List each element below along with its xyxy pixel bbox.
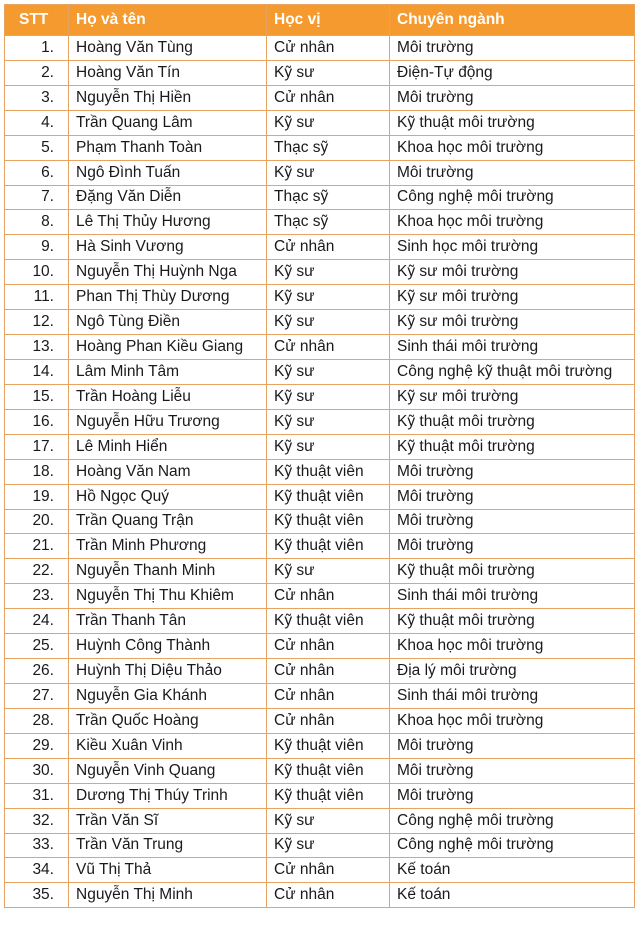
cell-specialization: Môi trường [390, 758, 635, 783]
table-row [5, 733, 635, 758]
cell-specialization: Môi trường [390, 733, 635, 758]
cell-specialization: Kỹ sư môi trường [390, 285, 635, 310]
cell-full-name: Vũ Thị Thả [69, 858, 267, 883]
cell-degree: Kỹ thuật viên [267, 758, 390, 783]
cell-specialization: Kỹ thuật môi trường [390, 409, 635, 434]
cell-stt: 19. [5, 484, 69, 509]
cell-stt: 33. [5, 833, 69, 858]
cell-degree: Kỹ thuật viên [267, 459, 390, 484]
cell-stt: 7. [5, 185, 69, 210]
cell-degree: Cử nhân [267, 683, 390, 708]
cell-specialization: Kỹ thuật môi trường [390, 110, 635, 135]
cell-full-name: Nguyễn Thị Hiền [69, 85, 267, 110]
cell-degree: Kỹ sư [267, 559, 390, 584]
cell-degree: Kỹ sư [267, 160, 390, 185]
staff-table [4, 4, 635, 908]
cell-specialization: Khoa học môi trường [390, 634, 635, 659]
cell-stt: 23. [5, 584, 69, 609]
cell-full-name: Phạm Thanh Toàn [69, 135, 267, 160]
cell-degree: Kỹ sư [267, 833, 390, 858]
cell-degree: Cử nhân [267, 584, 390, 609]
cell-stt: 31. [5, 783, 69, 808]
cell-full-name: Huỳnh Công Thành [69, 634, 267, 659]
table-row [5, 36, 635, 61]
cell-full-name: Trần Minh Phương [69, 534, 267, 559]
cell-degree: Thạc sỹ [267, 210, 390, 235]
cell-full-name: Nguyễn Hữu Trương [69, 409, 267, 434]
table-row [5, 335, 635, 360]
cell-specialization: Khoa học môi trường [390, 135, 635, 160]
cell-degree: Cử nhân [267, 36, 390, 61]
cell-degree: Kỹ thuật viên [267, 534, 390, 559]
table-row [5, 484, 635, 509]
cell-full-name: Hoàng Văn Nam [69, 459, 267, 484]
cell-degree: Kỹ thuật viên [267, 609, 390, 634]
cell-full-name: Lê Minh Hiển [69, 434, 267, 459]
cell-specialization: Địa lý môi trường [390, 659, 635, 684]
table-row [5, 708, 635, 733]
cell-degree: Kỹ sư [267, 808, 390, 833]
cell-stt: 25. [5, 634, 69, 659]
cell-stt: 28. [5, 708, 69, 733]
table-row [5, 434, 635, 459]
cell-stt: 14. [5, 359, 69, 384]
cell-degree: Kỹ sư [267, 285, 390, 310]
cell-degree: Cử nhân [267, 659, 390, 684]
table-row [5, 384, 635, 409]
cell-degree: Cử nhân [267, 708, 390, 733]
cell-full-name: Đặng Văn Diễn [69, 185, 267, 210]
table-row [5, 185, 635, 210]
table-row [5, 584, 635, 609]
cell-full-name: Dương Thị Thúy Trinh [69, 783, 267, 808]
cell-stt: 3. [5, 85, 69, 110]
cell-stt: 30. [5, 758, 69, 783]
cell-stt: 1. [5, 36, 69, 61]
cell-stt: 16. [5, 409, 69, 434]
table-row [5, 858, 635, 883]
cell-stt: 17. [5, 434, 69, 459]
cell-full-name: Lê Thị Thủy Hương [69, 210, 267, 235]
table-row [5, 659, 635, 684]
cell-stt: 18. [5, 459, 69, 484]
table-row [5, 683, 635, 708]
cell-degree: Cử nhân [267, 858, 390, 883]
cell-full-name: Hoàng Phan Kiều Giang [69, 335, 267, 360]
cell-specialization: Công nghệ môi trường [390, 808, 635, 833]
cell-specialization: Kế toán [390, 883, 635, 908]
cell-degree: Kỹ sư [267, 384, 390, 409]
cell-degree: Kỹ thuật viên [267, 733, 390, 758]
cell-degree: Cử nhân [267, 883, 390, 908]
cell-stt: 34. [5, 858, 69, 883]
cell-full-name: Hoàng Văn Tùng [69, 36, 267, 61]
cell-stt: 26. [5, 659, 69, 684]
cell-full-name: Kiều Xuân Vinh [69, 733, 267, 758]
cell-specialization: Môi trường [390, 783, 635, 808]
cell-stt: 13. [5, 335, 69, 360]
cell-full-name: Nguyễn Gia Khánh [69, 683, 267, 708]
cell-specialization: Kỹ thuật môi trường [390, 434, 635, 459]
cell-full-name: Trần Văn Trung [69, 833, 267, 858]
cell-stt: 15. [5, 384, 69, 409]
cell-degree: Thạc sỹ [267, 135, 390, 160]
cell-specialization: Kỹ thuật môi trường [390, 609, 635, 634]
table-row [5, 758, 635, 783]
table-row [5, 409, 635, 434]
cell-full-name: Nguyễn Thị Thu Khiêm [69, 584, 267, 609]
cell-specialization: Sinh thái môi trường [390, 335, 635, 360]
cell-specialization: Công nghệ môi trường [390, 833, 635, 858]
cell-full-name: Ngô Đình Tuấn [69, 160, 267, 185]
cell-degree: Cử nhân [267, 235, 390, 260]
cell-degree: Kỹ sư [267, 60, 390, 85]
cell-full-name: Hồ Ngọc Quý [69, 484, 267, 509]
table-row [5, 534, 635, 559]
cell-stt: 22. [5, 559, 69, 584]
cell-stt: 35. [5, 883, 69, 908]
cell-stt: 32. [5, 808, 69, 833]
cell-specialization: Điện-Tự động [390, 60, 635, 85]
cell-degree: Kỹ sư [267, 359, 390, 384]
cell-full-name: Nguyễn Thanh Minh [69, 559, 267, 584]
cell-specialization: Sinh học môi trường [390, 235, 635, 260]
cell-specialization: Kế toán [390, 858, 635, 883]
cell-specialization: Kỹ sư môi trường [390, 310, 635, 335]
cell-full-name: Trần Quốc Hoàng [69, 708, 267, 733]
cell-stt: 5. [5, 135, 69, 160]
table-row [5, 210, 635, 235]
table-row [5, 235, 635, 260]
cell-specialization: Khoa học môi trường [390, 210, 635, 235]
cell-specialization: Công nghệ môi trường [390, 185, 635, 210]
cell-degree: Kỹ sư [267, 260, 390, 285]
cell-specialization: Sinh thái môi trường [390, 683, 635, 708]
header-row [5, 5, 635, 36]
cell-degree: Thạc sỹ [267, 185, 390, 210]
table-row [5, 459, 635, 484]
cell-degree: Kỹ sư [267, 110, 390, 135]
table-row [5, 559, 635, 584]
cell-stt: 2. [5, 60, 69, 85]
header-degree: Học vị [267, 5, 390, 36]
table-row [5, 808, 635, 833]
table-row [5, 833, 635, 858]
cell-full-name: Nguyễn Thị Huỳnh Nga [69, 260, 267, 285]
cell-full-name: Huỳnh Thị Diệu Thảo [69, 659, 267, 684]
table-row [5, 260, 635, 285]
cell-specialization: Công nghệ kỹ thuật môi trường [390, 359, 635, 384]
cell-stt: 27. [5, 683, 69, 708]
cell-specialization: Kỹ thuật môi trường [390, 559, 635, 584]
cell-stt: 8. [5, 210, 69, 235]
cell-full-name: Phan Thị Thùy Dương [69, 285, 267, 310]
cell-degree: Kỹ sư [267, 310, 390, 335]
table-row [5, 160, 635, 185]
table-row [5, 85, 635, 110]
table-row [5, 60, 635, 85]
cell-degree: Kỹ thuật viên [267, 783, 390, 808]
cell-stt: 11. [5, 285, 69, 310]
cell-full-name: Trần Thanh Tân [69, 609, 267, 634]
table-row [5, 509, 635, 534]
cell-full-name: Lâm Minh Tâm [69, 359, 267, 384]
cell-specialization: Môi trường [390, 534, 635, 559]
cell-full-name: Ngô Tùng Điền [69, 310, 267, 335]
cell-full-name: Trần Hoàng Liễu [69, 384, 267, 409]
cell-full-name: Trần Quang Trận [69, 509, 267, 534]
cell-stt: 6. [5, 160, 69, 185]
table-row [5, 359, 635, 384]
table-row [5, 135, 635, 160]
cell-degree: Kỹ thuật viên [267, 484, 390, 509]
cell-full-name: Trần Văn Sĩ [69, 808, 267, 833]
cell-full-name: Nguyễn Thị Minh [69, 883, 267, 908]
cell-stt: 24. [5, 609, 69, 634]
cell-specialization: Môi trường [390, 509, 635, 534]
cell-stt: 10. [5, 260, 69, 285]
cell-degree: Cử nhân [267, 335, 390, 360]
cell-stt: 9. [5, 235, 69, 260]
table-row [5, 634, 635, 659]
cell-full-name: Nguyễn Vinh Quang [69, 758, 267, 783]
cell-specialization: Khoa học môi trường [390, 708, 635, 733]
table-row [5, 310, 635, 335]
header-specialization: Chuyên ngành [390, 5, 635, 36]
cell-degree: Kỹ sư [267, 409, 390, 434]
table-row [5, 285, 635, 310]
table-row [5, 609, 635, 634]
cell-specialization: Kỹ sư môi trường [390, 260, 635, 285]
table-header [5, 5, 635, 36]
cell-full-name: Hà Sinh Vương [69, 235, 267, 260]
cell-stt: 21. [5, 534, 69, 559]
header-stt: STT [5, 5, 69, 36]
table-row [5, 110, 635, 135]
cell-degree: Cử nhân [267, 85, 390, 110]
cell-full-name: Trần Quang Lâm [69, 110, 267, 135]
cell-specialization: Sinh thái môi trường [390, 584, 635, 609]
cell-specialization: Môi trường [390, 484, 635, 509]
table-row [5, 883, 635, 908]
cell-degree: Cử nhân [267, 634, 390, 659]
cell-stt: 4. [5, 110, 69, 135]
cell-specialization: Môi trường [390, 459, 635, 484]
cell-stt: 20. [5, 509, 69, 534]
cell-stt: 29. [5, 733, 69, 758]
cell-degree: Kỹ sư [267, 434, 390, 459]
cell-full-name: Hoàng Văn Tín [69, 60, 267, 85]
table-row [5, 783, 635, 808]
cell-specialization: Môi trường [390, 36, 635, 61]
cell-stt: 12. [5, 310, 69, 335]
cell-specialization: Kỹ sư môi trường [390, 384, 635, 409]
header-full-name: Họ và tên [69, 5, 267, 36]
cell-degree: Kỹ thuật viên [267, 509, 390, 534]
cell-specialization: Môi trường [390, 85, 635, 110]
cell-specialization: Môi trường [390, 160, 635, 185]
table-body [5, 36, 635, 908]
